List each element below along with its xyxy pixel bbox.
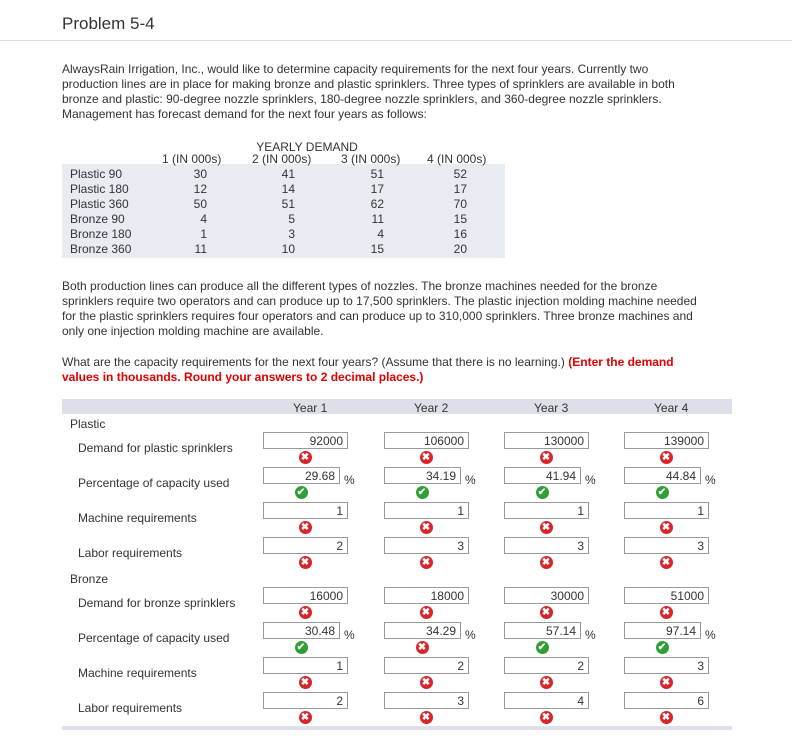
row-label: Machine requirements [78, 511, 197, 525]
demand-row-label: Bronze 360 [70, 242, 132, 256]
incorrect-x-icon: ✖ [660, 556, 673, 569]
incorrect-x-icon: ✖ [299, 556, 312, 569]
demand-cell: 30 [193, 167, 207, 181]
row-label: Percentage of capacity used [78, 476, 230, 490]
year-header: Year 3 [534, 401, 569, 415]
answer-header-band [62, 399, 732, 414]
demand-cell: 15 [453, 212, 467, 226]
demand-table [62, 140, 505, 258]
capacity-paragraph: Both production lines can produce all the different types of nozzles. The bronze machines needed for the bronze sprinklers require two operators and can produce up to 17,500 sprinklers. The plastic injection molding machine needed for the plastic sprinklers requires four operators and can produce up to 310,000 sprinklers. Three bronze machines and only one injection molding machine are available. [62, 279, 697, 338]
instruction-text: (Enter the demand values in thousands. Round your answers to 2 decimal places.) [62, 355, 674, 384]
incorrect-x-icon: ✖ [299, 606, 312, 619]
incorrect-x-icon: ✖ [540, 711, 553, 724]
answer-input[interactable]: 34.19 [384, 467, 461, 484]
percent-sign: % [465, 473, 476, 487]
answer-input[interactable]: 44.84 [624, 467, 701, 484]
answer-input[interactable]: 97.14 [624, 622, 701, 639]
row-label: Percentage of capacity used [78, 631, 230, 645]
year-header: Year 2 [414, 401, 449, 415]
demand-cell: 62 [370, 197, 384, 211]
demand-cell: 17 [453, 182, 467, 196]
incorrect-x-icon: ✖ [420, 711, 433, 724]
correct-check-icon: ✔ [656, 641, 669, 654]
incorrect-x-icon: ✖ [540, 521, 553, 534]
incorrect-x-icon: ✖ [660, 676, 673, 689]
answer-input[interactable]: 3 [504, 537, 589, 554]
percent-sign: % [705, 473, 716, 487]
percent-sign: % [344, 473, 355, 487]
demand-row-label: Plastic 180 [70, 182, 129, 196]
correct-check-icon: ✔ [656, 486, 669, 499]
row-label: Labor requirements [78, 546, 183, 560]
answer-input[interactable]: 57.14 [504, 622, 581, 639]
answer-input[interactable]: 30.48 [263, 622, 340, 639]
demand-row-label: Bronze 180 [70, 227, 132, 241]
answer-input[interactable]: 2 [504, 657, 589, 674]
answer-input[interactable]: 51000 [624, 587, 709, 604]
answer-input[interactable]: 3 [624, 537, 709, 554]
percent-sign: % [585, 628, 596, 642]
answer-bottom-band [62, 726, 732, 730]
incorrect-x-icon: ✖ [299, 451, 312, 464]
incorrect-x-icon: ✖ [299, 711, 312, 724]
demand-cell: 12 [193, 182, 207, 196]
incorrect-x-icon: ✖ [540, 556, 553, 569]
demand-cell: 4 [377, 227, 384, 241]
answer-input[interactable]: 3 [384, 537, 469, 554]
percent-sign: % [465, 628, 476, 642]
demand-cell: 41 [281, 167, 295, 181]
incorrect-x-icon: ✖ [660, 606, 673, 619]
demand-col-header: 1 (IN 000s) [162, 152, 222, 166]
answer-input[interactable]: 139000 [624, 432, 709, 449]
incorrect-x-icon: ✖ [660, 711, 673, 724]
demand-col-header: 3 (IN 000s) [341, 152, 401, 166]
demand-cell: 52 [453, 167, 467, 181]
answer-input[interactable]: 29.68 [263, 467, 340, 484]
question-text: What are the capacity requirements for the next four years? (Assume that there is no learning.) [62, 355, 569, 369]
year-header: Year 4 [654, 401, 689, 415]
correct-check-icon: ✔ [536, 486, 549, 499]
demand-row-label: Plastic 360 [70, 197, 129, 211]
demand-cell: 10 [281, 242, 295, 256]
incorrect-x-icon: ✖ [299, 521, 312, 534]
answer-input[interactable]: 3 [384, 692, 469, 709]
correct-check-icon: ✔ [536, 641, 549, 654]
demand-cell: 50 [193, 197, 207, 211]
answer-input[interactable]: 16000 [263, 587, 348, 604]
answer-input[interactable]: 1 [263, 502, 348, 519]
incorrect-x-icon: ✖ [416, 641, 429, 654]
answer-input[interactable]: 92000 [263, 432, 348, 449]
incorrect-x-icon: ✖ [420, 451, 433, 464]
section-heading-plastic: Plastic [70, 417, 106, 431]
answer-input[interactable]: 4 [504, 692, 589, 709]
answer-input[interactable]: 34.29 [384, 622, 461, 639]
answer-input[interactable]: 1 [263, 657, 348, 674]
correct-check-icon: ✔ [295, 486, 308, 499]
answer-input[interactable]: 106000 [384, 432, 469, 449]
demand-cell: 51 [281, 197, 295, 211]
incorrect-x-icon: ✖ [660, 521, 673, 534]
row-label: Demand for bronze sprinklers [78, 596, 236, 610]
answer-input[interactable]: 3 [624, 657, 709, 674]
demand-cell: 15 [370, 242, 384, 256]
demand-row-label: Bronze 90 [70, 212, 125, 226]
title-divider [0, 40, 792, 41]
percent-sign: % [705, 628, 716, 642]
demand-col-header: 4 (IN 000s) [427, 152, 487, 166]
incorrect-x-icon: ✖ [299, 676, 312, 689]
answer-input[interactable]: 2 [263, 692, 348, 709]
row-label: Labor requirements [78, 701, 183, 715]
question-paragraph [62, 355, 702, 385]
demand-cell: 16 [453, 227, 467, 241]
demand-cell: 11 [371, 212, 384, 226]
answer-input[interactable]: 1 [624, 502, 709, 519]
demand-cell: 11 [194, 242, 207, 256]
demand-cell: 1 [200, 227, 207, 241]
demand-cell: 17 [370, 182, 384, 196]
answer-input[interactable]: 2 [263, 537, 348, 554]
intro-paragraph: AlwaysRain Irrigation, Inc., would like to determine capacity requirements for the next four years. Currently two production lines are in place for making bronze and plastic sprinklers. Three types of sprinklers are available in both bronze and plastic: 90-degree nozzle sprinklers, 180-degree nozzle sprinklers, and 360-degree nozzle sprinklers. Management has forecast demand for the next four years as follows: [62, 62, 675, 121]
row-label: Machine requirements [78, 666, 197, 680]
demand-row-label: Plastic 90 [70, 167, 123, 181]
percent-sign: % [344, 628, 355, 642]
answer-input[interactable]: 1 [504, 502, 589, 519]
incorrect-x-icon: ✖ [420, 556, 433, 569]
incorrect-x-icon: ✖ [420, 606, 433, 619]
demand-table-caption: YEARLY DEMAND [256, 140, 358, 154]
incorrect-x-icon: ✖ [420, 676, 433, 689]
demand-cell: 3 [288, 227, 295, 241]
correct-check-icon: ✔ [295, 641, 308, 654]
demand-cell: 5 [288, 212, 295, 226]
answer-input[interactable]: 30000 [504, 587, 589, 604]
answer-input[interactable]: 2 [384, 657, 469, 674]
answer-input[interactable]: 1 [384, 502, 469, 519]
demand-cell: 14 [281, 182, 295, 196]
answer-input[interactable]: 6 [624, 692, 709, 709]
year-header: Year 1 [293, 401, 328, 415]
incorrect-x-icon: ✖ [540, 606, 553, 619]
demand-cell: 70 [453, 197, 467, 211]
incorrect-x-icon: ✖ [540, 676, 553, 689]
incorrect-x-icon: ✖ [420, 521, 433, 534]
demand-cell: 51 [370, 167, 384, 181]
incorrect-x-icon: ✖ [660, 451, 673, 464]
correct-check-icon: ✔ [416, 486, 429, 499]
demand-cell: 4 [200, 212, 207, 226]
answer-input[interactable]: 41.94 [504, 467, 581, 484]
row-label: Demand for plastic sprinklers [78, 441, 233, 455]
answer-input[interactable]: 130000 [504, 432, 589, 449]
demand-cell: 20 [453, 242, 467, 256]
page-title: Problem 5-4 [62, 14, 155, 33]
answer-input[interactable]: 18000 [384, 587, 469, 604]
demand-col-header: 2 (IN 000s) [252, 152, 312, 166]
section-heading-bronze: Bronze [70, 572, 109, 586]
percent-sign: % [585, 473, 596, 487]
incorrect-x-icon: ✖ [540, 451, 553, 464]
